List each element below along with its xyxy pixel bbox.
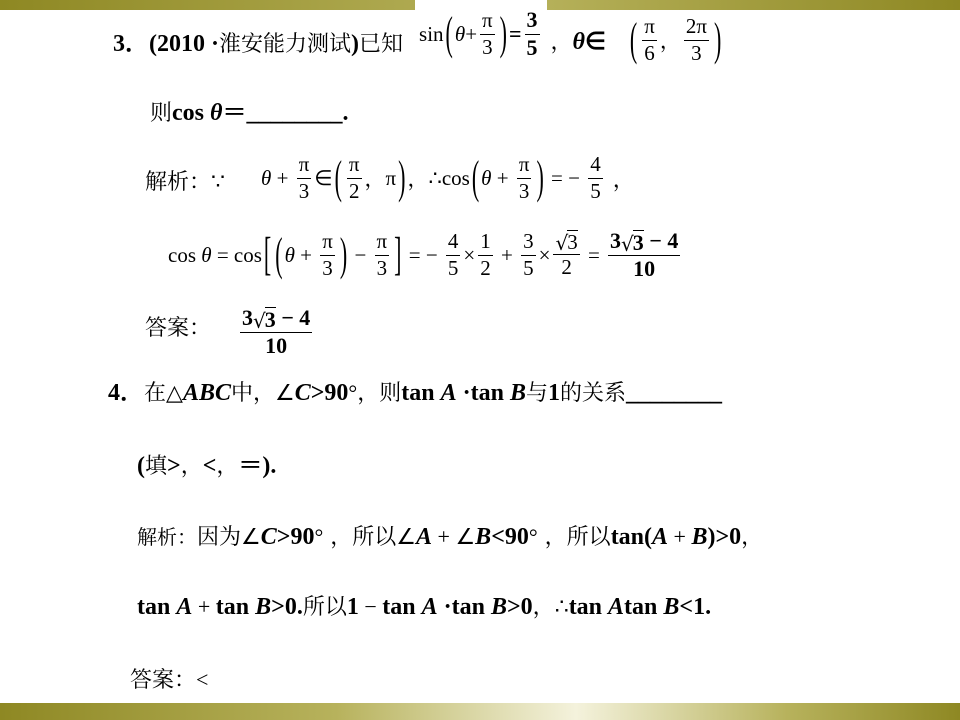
math-symbol: ，: [364, 167, 386, 191]
math-number: 3: [610, 228, 622, 254]
fraction: [588, 153, 603, 202]
math-number: 5: [526, 34, 538, 60]
math-symbol: ∴: [554, 594, 569, 619]
math-symbol: 5: [523, 255, 534, 280]
math-symbol: ∠: [455, 524, 476, 549]
chinese-text: 已知: [359, 31, 404, 57]
text-run: tan: [401, 380, 441, 406]
text-run: ＝: [238, 453, 263, 479]
chinese-text: ，: [180, 454, 203, 479]
math-symbol: π: [348, 152, 360, 177]
math-symbol: 3: [322, 255, 333, 280]
text-run: >: [167, 453, 181, 479]
radical-sign: √: [555, 231, 569, 256]
problem3-question: [150, 83, 348, 143]
math-symbol: ∈: [314, 165, 333, 190]
radical-sign: √: [253, 308, 266, 333]
math-symbol: ∠: [241, 524, 261, 549]
fraction: [480, 9, 495, 58]
chinese-text: 则: [150, 101, 173, 126]
text-run: >90: [310, 380, 349, 406]
math-symbol: +: [465, 21, 478, 46]
math-symbol: −: [568, 165, 586, 190]
fraction-denominator: [525, 35, 540, 60]
problem3-answer-line: [145, 302, 315, 362]
square-root: [555, 230, 578, 256]
math-variable: θ: [572, 28, 586, 55]
fraction-denominator: [689, 41, 704, 65]
text-run: .: [342, 100, 349, 126]
math-symbol: π: [385, 165, 397, 190]
answer-value: [237, 306, 315, 357]
chinese-text: ，则: [357, 381, 402, 406]
fraction: [446, 230, 461, 279]
math-variable: A: [652, 524, 669, 550]
fraction: [375, 230, 390, 279]
math-symbol: −: [425, 242, 443, 267]
math-variable: θ: [454, 21, 466, 46]
analysis-step2: [168, 225, 683, 285]
math-symbol: cos: [441, 165, 470, 190]
math-variable: B: [475, 524, 492, 550]
big-bracket: (: [334, 150, 342, 204]
chinese-text: 解析：: [145, 169, 212, 195]
fraction: [240, 306, 312, 357]
text-run: 3．(2010 ·: [113, 30, 219, 57]
math-symbol: △: [166, 380, 183, 405]
text-run: >0: [506, 594, 533, 620]
math-symbol: 3: [298, 178, 310, 203]
radicand: [567, 230, 578, 253]
math-symbol: +: [668, 524, 692, 549]
text-run: tan(: [610, 524, 653, 550]
text-run: ·tan: [456, 380, 510, 406]
problem4-stem: [108, 363, 722, 423]
big-bracket: (: [445, 6, 453, 60]
chinese-text: ，: [550, 29, 573, 55]
fraction-numerator: [517, 153, 532, 178]
math-number: − 4: [275, 305, 311, 331]
math-symbol: =: [403, 242, 426, 267]
fraction: [297, 153, 312, 202]
math-symbol: π: [298, 152, 310, 177]
chinese-text: ，所以: [537, 525, 611, 550]
math-variable: θ: [201, 242, 212, 267]
math-number: 10: [265, 332, 288, 358]
problem4-answer: [130, 650, 208, 710]
theta-interval: [628, 12, 723, 66]
math-symbol: 6: [644, 40, 655, 65]
math-symbol: +: [271, 165, 294, 190]
chinese-text: 中，: [230, 381, 275, 406]
math-symbol: =: [582, 242, 606, 267]
fraction: [521, 230, 536, 279]
math-symbol: ∠: [396, 524, 416, 549]
big-bracket: ): [499, 6, 507, 60]
square-root: [253, 307, 276, 331]
radicand: [633, 230, 644, 254]
analysis-step1: [261, 150, 635, 204]
text-run: ∈: [585, 28, 606, 55]
math-symbol: π: [482, 8, 493, 33]
math-variable: A: [421, 594, 438, 620]
answer-label: [145, 311, 211, 342]
fraction-denominator: [517, 179, 532, 203]
fraction-denominator: [297, 179, 312, 203]
big-bracket: (: [471, 150, 480, 204]
fraction-denominator: [631, 256, 657, 281]
math-symbol: 4: [447, 229, 459, 254]
chinese-text: ，: [216, 454, 239, 479]
math-symbol: 3: [376, 255, 388, 280]
fraction-numerator: [525, 8, 540, 34]
math-symbol: 3: [567, 230, 578, 255]
math-variable: B: [490, 594, 507, 620]
problem3-stem: [113, 23, 403, 58]
theta-condition: [551, 25, 606, 56]
fraction-denominator: [521, 256, 536, 280]
fraction-numerator: [608, 229, 680, 255]
fraction-denominator: [478, 256, 493, 280]
text-run: ＝: [222, 100, 247, 126]
math-variable: C: [294, 380, 311, 406]
math-symbol: +: [294, 242, 318, 267]
fraction: [320, 230, 335, 279]
text-run: ): [351, 30, 360, 57]
text-run: 4．: [108, 380, 144, 406]
math-variable: B: [509, 380, 526, 406]
chinese-text: ，: [532, 595, 555, 620]
given-equation: [415, 0, 547, 68]
text-run: ).: [262, 453, 277, 479]
fraction-numerator: [684, 15, 709, 40]
fraction-numerator: [297, 153, 312, 178]
math-symbol: +: [432, 524, 456, 549]
big-bracket: [: [263, 227, 272, 281]
math-symbol: sin: [419, 21, 444, 46]
text-run: ·tan: [437, 594, 491, 620]
math-variable: θ: [284, 242, 295, 267]
big-bracket: ): [713, 12, 722, 66]
fraction-denominator: [588, 179, 603, 203]
math-symbol: ×: [538, 242, 551, 267]
big-bracket: (: [275, 227, 283, 281]
problem4-analysis-line1: [137, 507, 763, 567]
text-run: tan: [568, 594, 609, 620]
math-symbol: π: [644, 14, 655, 39]
math-symbol: 4: [590, 152, 601, 177]
big-bracket: ): [536, 150, 544, 204]
math-symbol: ，: [659, 29, 681, 53]
math-symbol: −: [358, 594, 383, 619]
fraction: [478, 230, 493, 279]
fraction-numerator: [240, 306, 312, 332]
math-symbol: =: [545, 165, 569, 190]
radicand: [265, 307, 276, 331]
fraction-numerator: [375, 230, 390, 255]
fraction-denominator: [559, 255, 574, 279]
math-number: 3: [264, 306, 276, 332]
fraction-numerator: [347, 153, 362, 178]
math-symbol: 5: [447, 255, 459, 280]
math-number: − 4: [643, 228, 679, 254]
math-symbol: 3: [523, 229, 534, 254]
math-symbol: ∵: [211, 168, 226, 194]
math-number: =: [508, 21, 522, 46]
chinese-text: 填: [145, 454, 168, 479]
math-symbol: °: [528, 524, 538, 549]
fraction: [553, 230, 579, 279]
fraction-numerator: [480, 9, 495, 34]
math-symbol: +: [495, 242, 519, 267]
text-run: <1.: [679, 594, 712, 620]
analysis-label: [145, 165, 225, 196]
text-run: tan: [382, 594, 422, 620]
math-symbol: ∠: [274, 380, 295, 405]
chinese-text: 答案：: [130, 668, 197, 693]
fraction-denominator: [320, 256, 335, 280]
math-variable: ABC: [182, 380, 231, 406]
big-bracket: ): [398, 150, 406, 204]
math-number: 3: [526, 7, 538, 33]
chinese-label: 解析：: [137, 525, 197, 549]
math-number: 10: [633, 255, 656, 281]
math-number: 3: [632, 229, 644, 255]
math-symbol: °: [348, 380, 358, 405]
math-variable: B: [691, 524, 708, 550]
math-variable: B: [255, 594, 272, 620]
problem4-analysis-line2: [137, 577, 711, 637]
text-run: tan: [215, 594, 256, 620]
big-bracket: ): [339, 227, 348, 281]
fraction-denominator: [375, 256, 390, 280]
square-root: [621, 230, 644, 254]
math-variable: C: [260, 524, 277, 550]
math-variable: A: [608, 594, 625, 620]
math-variable: A: [416, 524, 433, 550]
bottom-decorative-bar: [0, 703, 960, 720]
chinese-text: 答案：: [145, 315, 212, 341]
fraction: [642, 15, 657, 64]
chinese-text: ，所以: [323, 525, 397, 550]
fraction-numerator: [320, 230, 335, 255]
fraction-numerator: [642, 15, 657, 40]
math-symbol: 2π: [685, 14, 707, 39]
big-bracket: ]: [394, 227, 402, 281]
text-run: >90: [276, 524, 315, 550]
big-bracket: (: [629, 12, 638, 66]
math-variable: θ: [210, 100, 223, 126]
text-run: tan: [137, 594, 177, 620]
chinese-text: ，: [605, 167, 635, 193]
math-variable: A: [440, 380, 457, 406]
math-symbol: −: [349, 242, 372, 267]
fraction-numerator: [446, 230, 461, 255]
math-symbol: 5: [590, 178, 601, 203]
fraction: [608, 229, 680, 280]
math-symbol: 3: [691, 40, 702, 65]
text-run: 1: [346, 594, 359, 620]
text-run: tan: [624, 594, 664, 620]
math-symbol: +: [491, 165, 514, 190]
answer-blank: ________: [626, 380, 722, 406]
chinese-text: 因为: [197, 525, 242, 550]
fraction-numerator: [588, 153, 603, 178]
chinese-text: 所以: [302, 595, 347, 620]
fraction-denominator: [480, 35, 495, 59]
math-variable: θ: [481, 165, 492, 190]
text-run: )>0: [707, 524, 742, 550]
problem4-hint: [137, 436, 276, 496]
chinese-text: 在: [144, 381, 167, 406]
chinese-text: 与: [525, 381, 548, 406]
math-symbol: cos: [168, 242, 202, 267]
math-variable: B: [663, 594, 680, 620]
text-run: >0.: [271, 594, 303, 620]
fraction: [525, 8, 540, 59]
chinese-text: 的关系: [559, 381, 626, 406]
math-symbol: +: [192, 594, 216, 619]
math-symbol: <: [196, 667, 209, 692]
analysis-step1-line: [145, 150, 635, 210]
answer-blank: ________: [246, 100, 343, 126]
math-symbol: 1: [480, 229, 491, 254]
math-symbol: 3: [518, 178, 530, 203]
math-symbol: 2: [480, 255, 491, 280]
text-run: <90: [491, 524, 529, 550]
math-symbol: π: [322, 229, 333, 254]
chinese-text: 淮安能力测试: [219, 31, 352, 57]
fraction-denominator: [347, 179, 362, 203]
fraction: [684, 15, 709, 64]
math-symbol: ∴: [428, 165, 442, 190]
chinese-text: ，: [741, 525, 764, 550]
fraction-numerator: [553, 230, 579, 255]
math-symbol: = cos: [211, 242, 262, 267]
math-symbol: 3: [482, 34, 493, 59]
fraction: [517, 153, 532, 202]
problem3-stem-line: [113, 0, 723, 68]
text-run: 1: [547, 380, 560, 406]
text-run: cos: [172, 100, 211, 126]
text-run: <: [202, 453, 217, 479]
math-symbol: ×: [463, 242, 476, 267]
math-symbol: 2: [561, 255, 572, 280]
fraction-denominator: [446, 256, 461, 280]
math-variable: θ: [261, 165, 272, 190]
radical-sign: √: [621, 231, 634, 256]
fraction-numerator: [521, 230, 536, 255]
math-number: 3: [242, 305, 254, 331]
math-symbol: °: [314, 524, 324, 549]
fraction: [347, 153, 362, 202]
math-symbol: 2: [348, 178, 360, 203]
fraction-denominator: [642, 41, 657, 65]
math-variable: A: [176, 594, 193, 620]
math-symbol: π: [376, 229, 388, 254]
math-symbol: π: [518, 152, 530, 177]
fraction-denominator: [263, 333, 289, 358]
math-symbol: ，: [407, 167, 429, 191]
fraction-numerator: [478, 230, 493, 255]
text-run: (: [137, 453, 145, 479]
